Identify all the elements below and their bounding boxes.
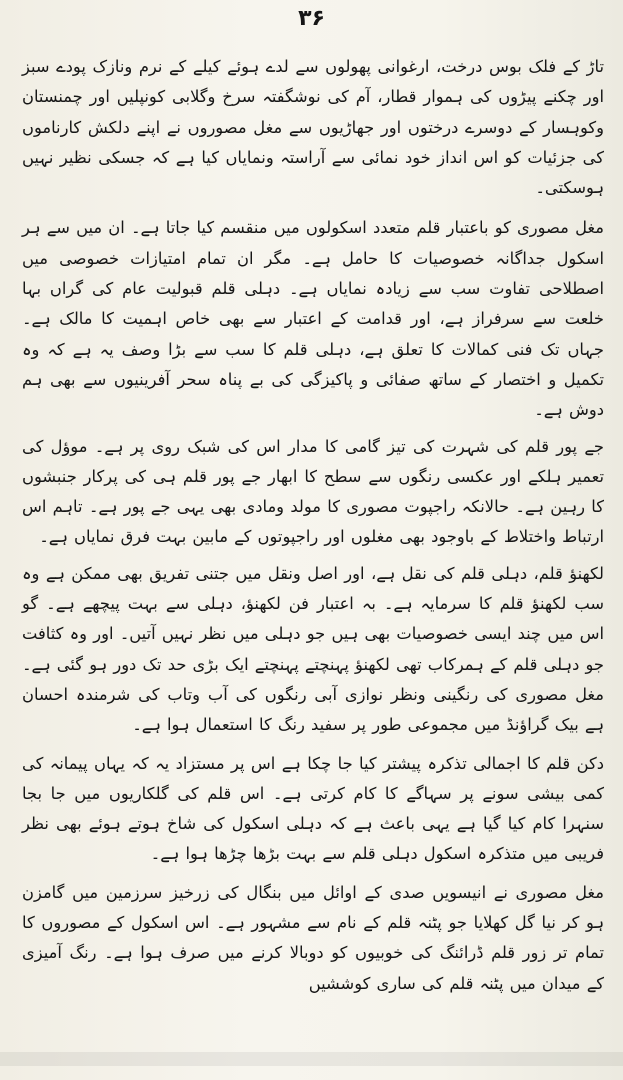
paragraph-trees-description: تاڑ کے فلک بوس درخت، ارغوانی پھولوں سے لدے ہوئے کیلے کے نرم ونازک پودے سبز اور چکنے پیڑوں کی ہموار قطار، آم کی نوشگفتہ سرخ وگلابی کونپلیں اور چمنستان وکوہسار کے دوسرے درختوں اور جھاڑیوں سے مغل مصوروں نے اپنے دلکش کارناموں کی جزئیات کو اس انداز خود نمائی سے آراستہ ونمایاں کیا ہے کہ جسکی نظیر نہیں ہوسکتی۔ (22, 57, 604, 198)
paragraph-jaipur-qalam: جے پور قلم کی شہرت کی تیز گامی کا مدار اس کی شبک روی پر ہے۔ موؤل کی تعمیر ہلکے اور عکسی رنگوں سے سطح کا ابھار جے پور قلم ہی کی پرکار جنبشوں کا رہین ہے۔ حالانکہ راجپوت مصوری کا مولد ومادی بھی یہی جے پور ہے۔ تاہم اس ارتباط واختلاط کے باوجود بھی مغلوں اور راجپوتوں کے مابین بہت فرق نمایاں ہے۔ (22, 436, 604, 547)
paragraph-delhi-qalam: مغل مصوری کو باعتبار قلم متعدد اسکولوں میں منقسم کیا جاتا ہے۔ ان میں سے ہر اسکول جداگانہ خصوصیات کا حامل ہے۔ مگر ان تمام امتیازات خصوصی میں اصطلاحی تفاوت سب سے زیادہ نمایاں ہے۔ دہلی قلم قبولیت عام کی گراں بہا خلعت سے سرفراز ہے، اور قدامت کے اعتبار سے بھی خاص اہمیت کا مالک ہے۔ جہاں تک فنی کمالات کا تعلق ہے، دہلی قلم کا سب سے بڑا وصف یہ ہے کہ وہ تکمیل و اختصار کے ساتھ صفائی و پاکیزگی کی بے پناہ سحر آفرینیوں سے بھی ہم دوش ہے۔ (22, 218, 604, 420)
page-body (22, 52, 604, 1003)
paragraph-patna-qalam: مغل مصوری نے انیسویں صدی کے اوائل میں بنگال کی زرخیز سرزمین میں گامزن ہو کر نیا گل کھلایا جو پٹنہ قلم کے نام سے مشہور ہے۔ اس اسکول کے مصوروں کا تمام تر زور قلم ڈرائنگ کی خوبیوں کو دوبالا کرنے میں صرف ہوا ہے۔ رنگ آمیزی کے میدان میں پٹنہ قلم کی ساری کوششیں (22, 882, 604, 993)
bottom-bleed-through (0, 1052, 623, 1066)
paragraph-lucknow-qalam: لکھنؤ قلم، دہلی قلم کی نقل ہے، اور اصل ونقل میں جتنی تفریق بھی ممکن ہے وہ سب لکھنؤ قلم کا سرمایہ ہے۔ بہ اعتبار فن لکھنؤ، دہلی سے بہت پیچھے ہے۔ گو اس میں چند ایسی خصوصیات بھی ہیں جو دہلی میں نظر نہیں آتیں۔ اور وہ کثافت جو دہلی قلم کے ہمرکاب تھی لکھنؤ پہنچتے پہنچتے ایک بڑی حد تک دور ہو گئی ہے۔ مغل مصوری کی رنگینی ونظر نوازی آبی رنگوں کی آب وتاب کی شرمندہ احسان ہے بیک گراؤنڈ میں مجموعی طور پر سفید رنگ کا استعمال ہوا ہے۔ (22, 563, 604, 735)
page-number: ۳۶ (298, 6, 325, 31)
paragraph-deccan-qalam: دکن قلم کا اجمالی تذکرہ پیشتر کیا جا چکا ہے اس پر مستزاد یہ کہ یہاں پیمانہ کی کمی بیشی سونے پر سہاگے کا کام کرتی ہے۔ اس قلم کی گلکاریوں میں جا بجا سنہرا کام کیا گیا ہے یہی باعث ہے کہ دہلی اسکول کی شاخ ہوتے ہوئے بھی نظر فریبی میں متذکرہ اسکول دہلی قلم سے بہت بڑھا چڑھا ہوا ہے۔ (22, 753, 604, 864)
